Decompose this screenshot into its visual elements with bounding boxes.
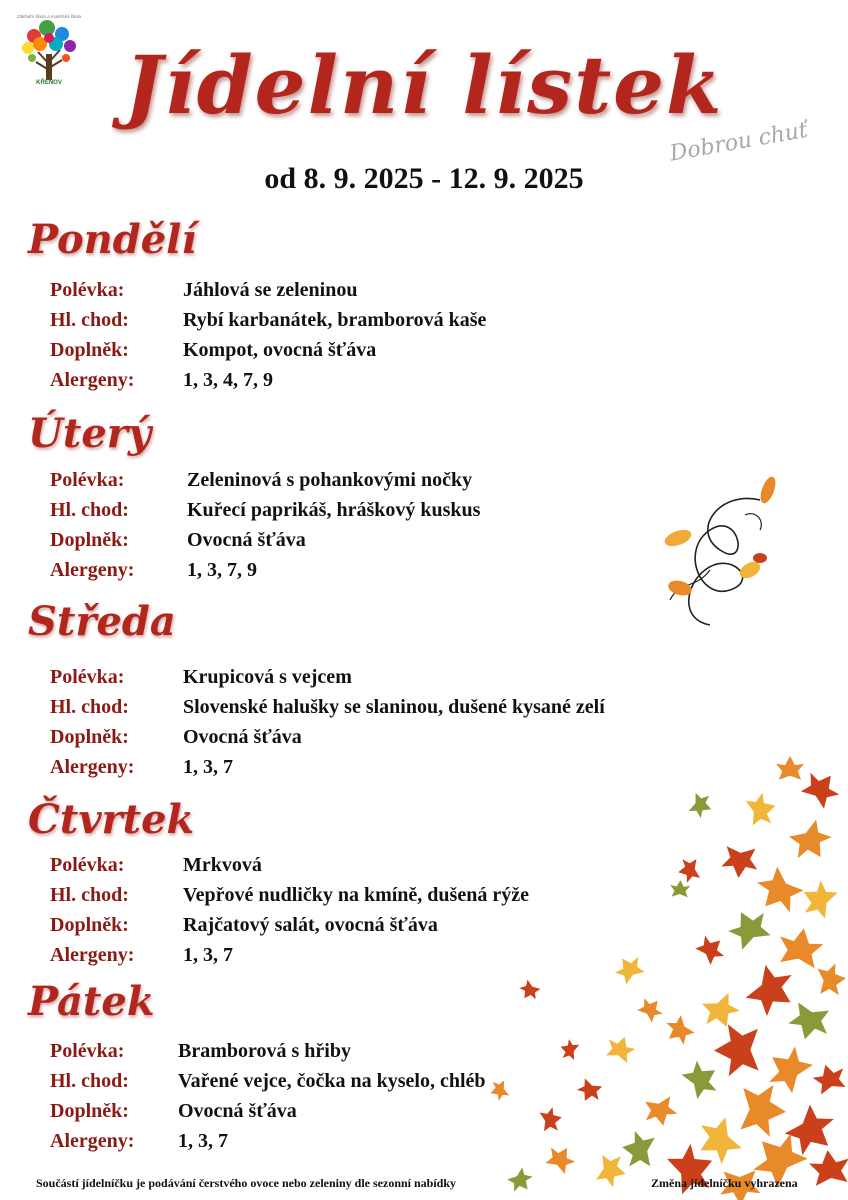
main-value: Rybí karbanátek, bramborová kaše [183,309,487,331]
menu-row-side [28,525,306,555]
side-label: Doplněk: [50,914,129,936]
leaf-icon [714,1024,759,1077]
menu-row-soup [28,662,352,692]
side-label: Doplněk: [50,339,129,361]
allergens-label: Alergeny: [50,756,135,778]
menu-row-side [28,1096,297,1126]
leaf-icon [516,979,542,1004]
allergens-value: 1, 3, 7 [178,1130,228,1152]
side-value: Ovocná šťáva [178,1100,297,1122]
main-label: Hl. chod: [50,499,129,521]
menu-row-main [28,1066,486,1096]
leaf-icon [557,1037,580,1061]
menu-row-main [28,692,605,722]
menu-row-side [28,335,377,365]
leaf-icon [574,1077,604,1106]
menu-row-allergens [28,365,273,395]
soup-value: Bramborová s hřiby [178,1040,351,1062]
day-section-monday [28,216,487,395]
leaf-icon [505,1166,536,1197]
allergens-value: 1, 3, 7, 9 [187,559,257,581]
allergens-label: Alergeny: [50,369,135,391]
menu-row-side [28,910,438,940]
leaf-icon [611,951,648,986]
day-title: Čtvrtek [28,796,195,843]
leaf-icon [539,1106,564,1134]
autumn-leaves-decoration [440,750,848,1200]
soup-label: Polévka: [50,469,125,491]
menu-row-side [28,722,302,752]
greeting-text: Dobrou chuť [668,117,810,167]
day-section-thursday [28,796,529,970]
allergens-value: 1, 3, 4, 7, 9 [183,369,273,391]
menu-row-allergens [28,940,233,970]
main-value: Kuřecí paprikáš, hráškový kuskus [187,499,481,521]
side-label: Doplněk: [50,529,129,551]
leaf-icon [810,1060,848,1095]
main-label: Hl. chod: [50,696,129,718]
leaf-icon [786,818,838,868]
soup-value: Zeleninová s pohankovými nočky [187,469,473,491]
allergens-label: Alergeny: [50,944,135,966]
menu-row-soup [28,275,358,305]
leaf-icon [543,1141,579,1176]
allergens-value: 1, 3, 7 [183,944,233,966]
day-title: Středa [28,598,176,645]
main-label: Hl. chod: [50,884,129,906]
swirl-leaves-decoration [650,470,780,640]
allergens-label: Alergeny: [50,1130,135,1152]
soup-value: Jáhlová se zeleninou [183,279,358,301]
side-value: Kompot, ovocná šťáva [183,339,377,361]
soup-label: Polévka: [50,279,125,301]
day-section-tuesday [28,410,481,585]
allergens-value: 1, 3, 7 [183,756,233,778]
side-value: Ovocná šťáva [183,726,302,748]
day-title: Úterý [28,410,152,457]
leaf-icon [759,1039,815,1097]
leaf-icon [660,1013,696,1050]
main-label: Hl. chod: [50,1070,129,1092]
menu-row-allergens [28,1126,228,1156]
menu-row-soup [28,1036,351,1066]
leaf-icon [635,993,666,1024]
main-label: Hl. chod: [50,309,129,331]
date-range: od 8. 9. 2025 - 12. 9. 2025 [264,162,584,195]
leaf-icon [817,962,847,997]
day-title: Pondělí [28,216,197,263]
side-label: Doplněk: [50,1100,129,1122]
logo-top-text: Základní škola a mateřská škola [16,14,82,19]
side-value: Rajčatový salát, ovocná šťáva [183,914,438,936]
soup-label: Polévka: [50,666,125,688]
main-value: Vařené vejce, čočka na kyselo, chléb [178,1070,486,1092]
side-value: Ovocná šťáva [187,529,306,551]
leaf-icon [720,846,759,880]
leaf-icon [676,857,701,884]
menu-row-allergens [28,555,257,585]
allergens-label: Alergeny: [50,559,135,581]
page-title: Jídelní lístek [124,38,724,132]
menu-row-allergens [28,752,233,782]
leaf-icon [749,864,807,921]
leaf-icon [798,765,845,811]
leaf-icon [487,1078,509,1102]
menu-row-soup [28,850,262,880]
soup-value: Krupicová s vejcem [183,666,352,688]
day-section-friday [28,978,486,1156]
logo-caption: KŘENOV [36,80,62,86]
soup-value: Mrkvová [183,854,262,876]
main-value: Slovenské halušky se slaninou, dušené kysané zelí [183,696,605,718]
leaf-icon [642,1096,679,1129]
leaf-icon [603,1032,637,1064]
leaf-icon [745,790,780,828]
menu-row-soup [28,465,473,495]
leaf-icon [808,1148,848,1187]
footer-note: Součástí jídelníčku je podávání čerstvého ovoce nebo zeleniny dle sezonní nabídky [36,1176,457,1190]
leaf-icon [619,1129,655,1169]
leaf-icon [693,930,730,967]
leaf-icon [688,791,716,821]
leaf-icon [743,961,803,1023]
leaf-icon [786,1001,833,1044]
leaf-icon [796,876,839,922]
leaf-icon [776,925,826,969]
leaf-icon [740,1083,788,1138]
side-label: Doplněk: [50,726,129,748]
menu-row-main [28,880,529,910]
day-section-wednesday [28,598,605,782]
leaf-icon [699,992,744,1034]
main-value: Vepřové nudličky na kmíně, dušená rýže [183,884,529,906]
leaf-icon [723,903,774,951]
soup-label: Polévka: [50,854,125,876]
leaf-icon [595,1152,629,1190]
soup-label: Polévka: [50,1040,125,1062]
footer-disclaimer: Změna jídelníčku vyhrazena [651,1176,798,1190]
day-title: Pátek [28,978,155,1025]
leaf-icon [776,756,804,780]
menu-row-main [28,305,487,335]
leaf-icon [680,1055,725,1102]
menu-row-main [28,495,481,525]
